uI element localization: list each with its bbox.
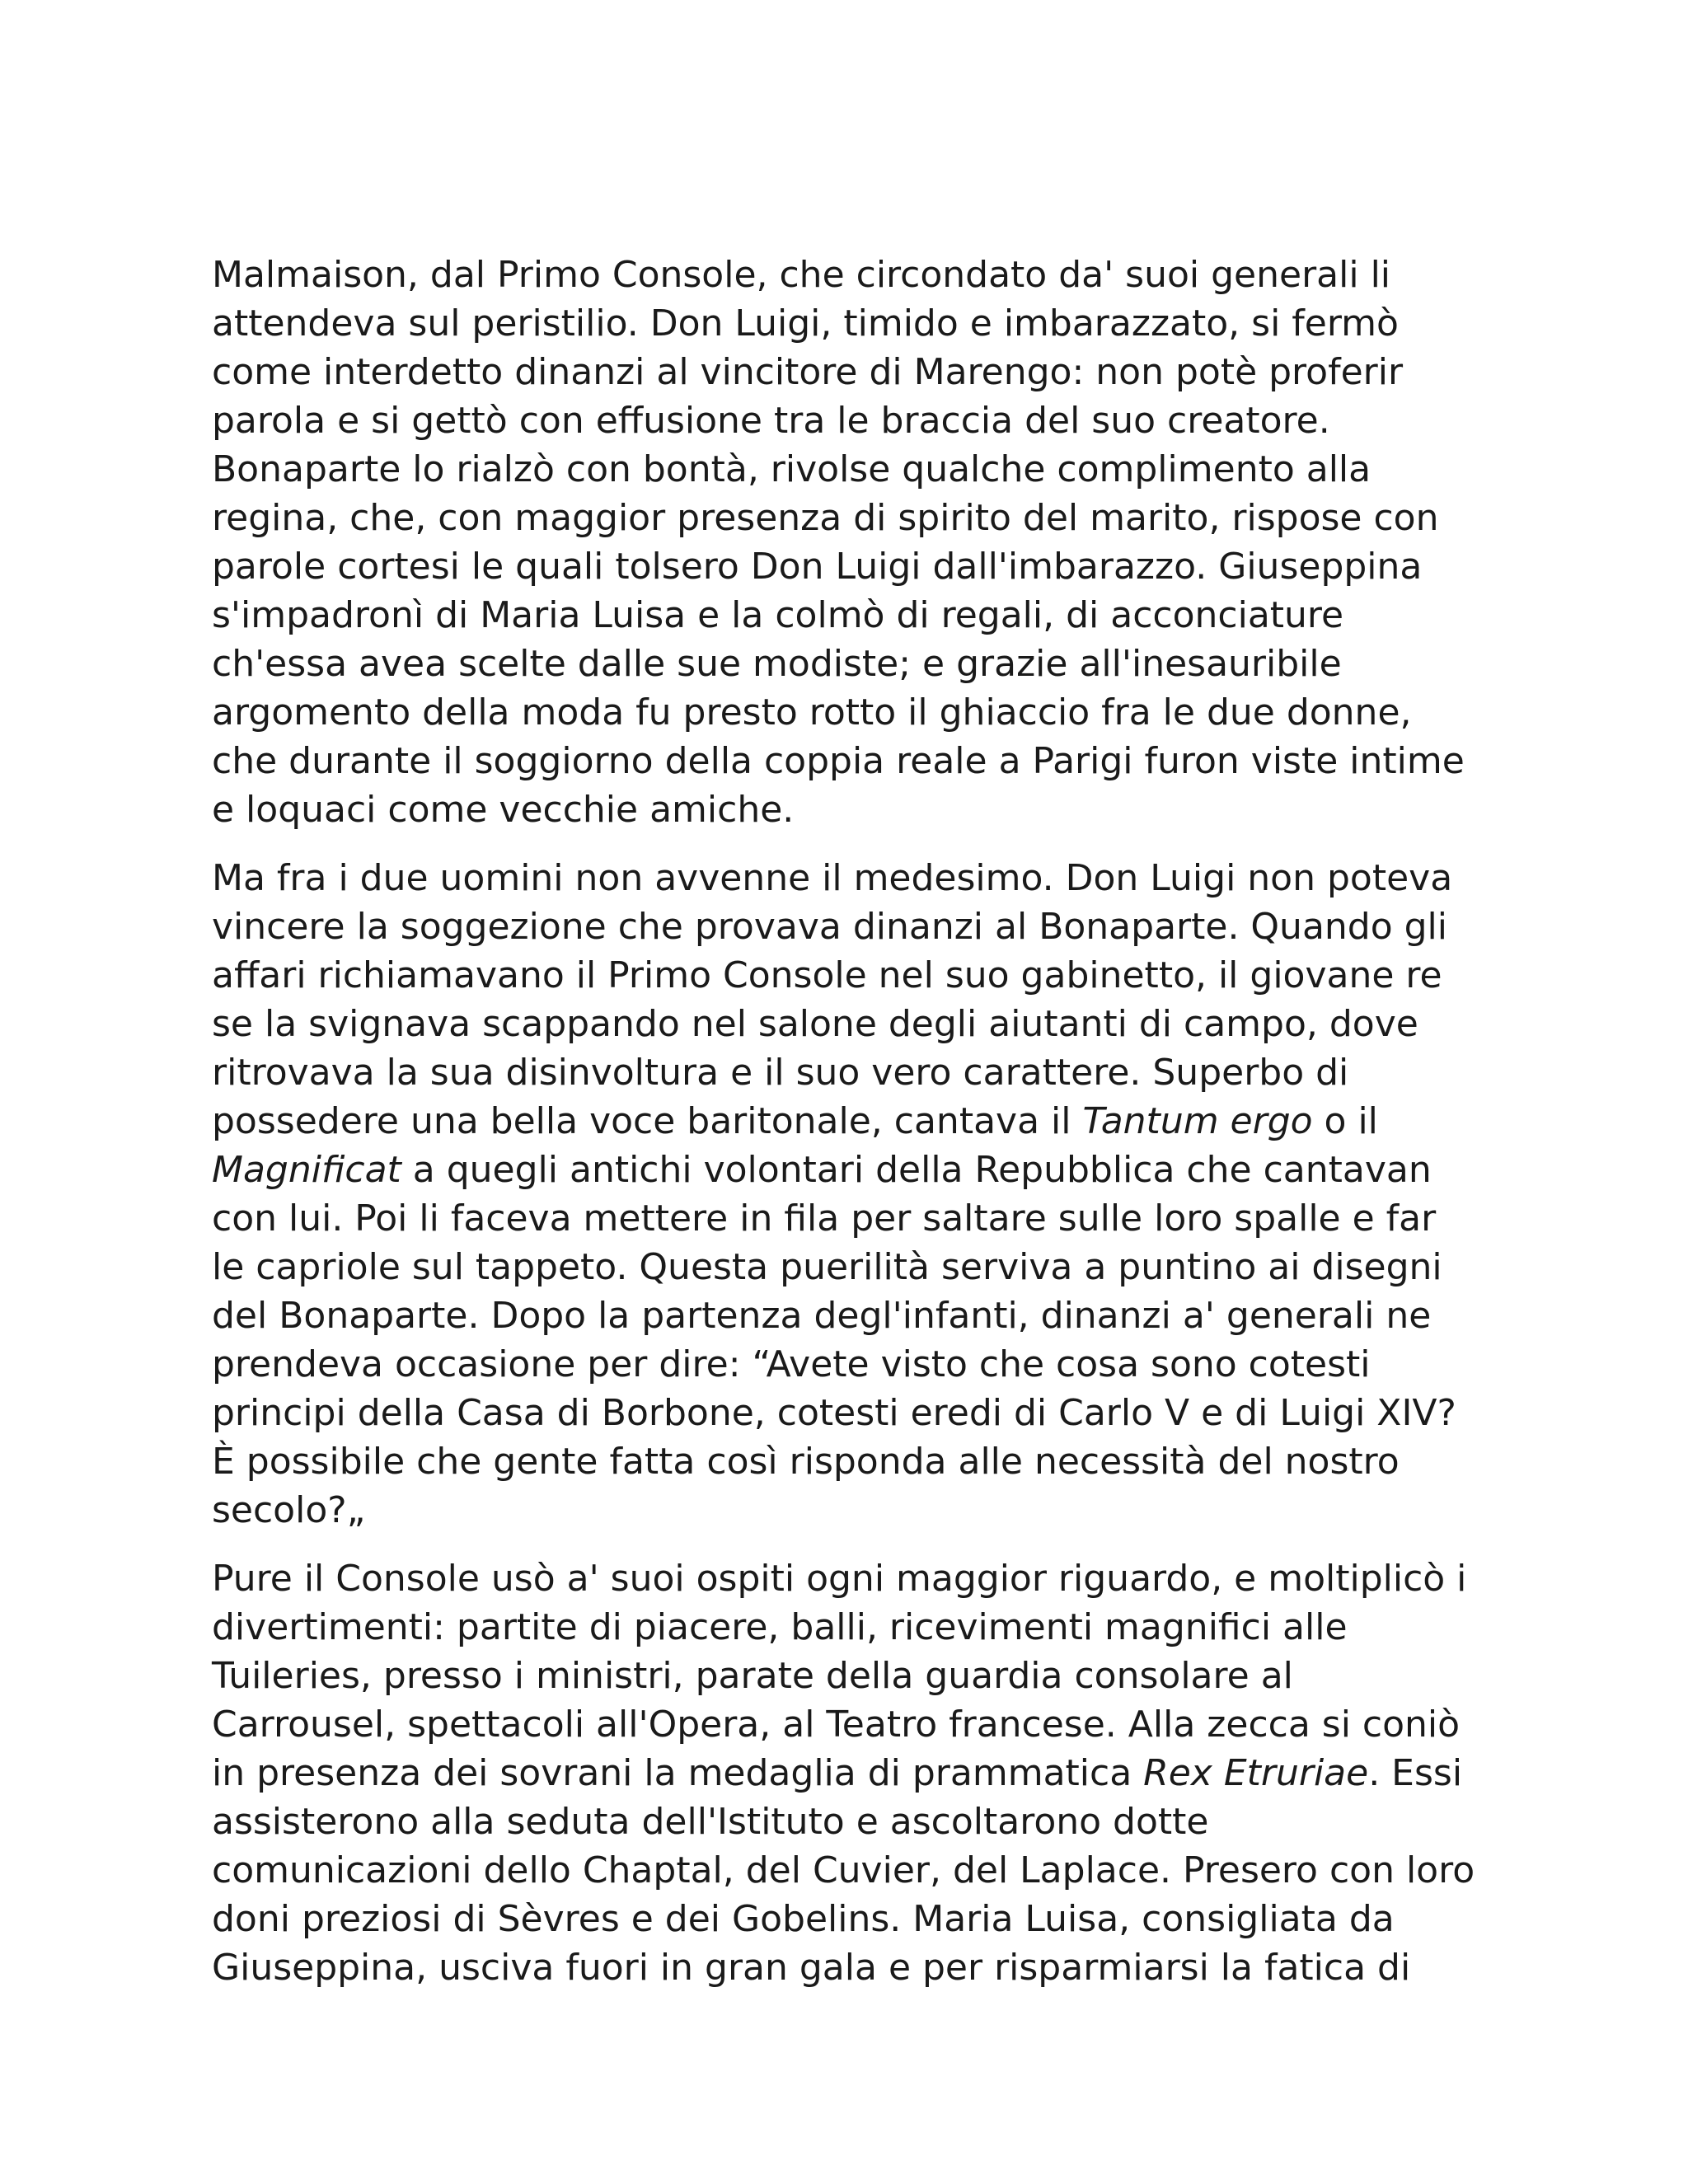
text-run: . Essi assisterono alla seduta dell'Istituto e ascoltarono dotte comunicazioni dello Chaptal, del Cuvier, del Laplace. Presero con loro doni preziosi di Sèvres e dei Gobelins. Maria Luisa, consigliata da Giuseppina, usciva fuori in gran gala e per risparmiarsi la fatica di — [212, 1752, 1475, 1989]
text-run: o il — [1324, 1100, 1378, 1142]
italic-title-rex-etruriae: Rex Etruriae — [1143, 1752, 1369, 1794]
text-run: Ma fra i due uomini non avvenne il medesimo. Don Luigi non poteva vincere la soggezione che provava dinanzi al Bonaparte. Quando gli affari richiamavano il Primo Console nel suo gabinetto, il giovane re se la svignava scappando nel salone degli aiutanti di campo, dove ritrovava la sua disinvoltura e il suo vero carattere. Superbo di possedere una bella voce baritonale, cantava il — [212, 857, 1453, 1142]
paragraph-1 — [212, 202, 1481, 834]
text-run: Pure il Console usò a' suoi ospiti ogni maggior riguardo, e moltiplicò i divertimenti: partite di piacere, balli, ricevimenti magnifici alle Tuileries, presso i ministri, parate della guardia consolare al Carrousel, spettacoli all'Opera, al Teatro francese. Alla zecca si coniò in presenza dei sovrani la medaglia di prammatica — [212, 1558, 1467, 1794]
paragraph-2 — [212, 854, 1481, 1535]
italic-title-tantum-ergo: Tantum ergo — [1082, 1100, 1313, 1142]
paragraph-3 — [212, 1554, 1481, 1992]
italic-title-magnificat: Magnificat — [212, 1149, 401, 1191]
document-page — [212, 202, 1481, 2012]
text-run: a quegli antichi volontari della Repubblica che cantavan con lui. Poi li faceva mettere in fila per saltare sulle loro spalle e far le capriole sul tappeto. Questa puerilità serviva a puntino ai disegni del Bonaparte. Dopo la partenza degl'infanti, dinanzi a' generali ne prendeva occasione per dire: “Avete visto che cosa sono cotesti principi della Casa di Borbone, cotesti eredi di Carlo V e di Luigi XIV? È possibile che gente fatta così risponda alle necessità del nostro secolo?„ — [212, 1149, 1456, 1531]
text-run: Malmaison, dal Primo Console, che circondato da' suoi generali li attendeva sul peristilio. Don Luigi, timido e imbarazzato, si fermò come interdetto dinanzi al vincitore di Marengo: non potè proferir parola e si gettò con effusione tra le braccia del suo creatore. Bonaparte lo rialzò con bontà, rivolse qualche complimento alla regina, che, con maggior presenza di spirito del marito, rispose con parole cortesi le quali tolsero Don Luigi dall'imbarazzo. Giuseppina s'impadronì di Maria Luisa e la colmò di regali, di acconciature ch'essa avea scelte dalle sue modiste; e grazie all'inesauribile argomento della moda fu presto rotto il ghiaccio fra le due donne, che durante il soggiorno della coppia reale a Parigi furon viste intime e loquaci come vecchie amiche. — [212, 254, 1465, 831]
